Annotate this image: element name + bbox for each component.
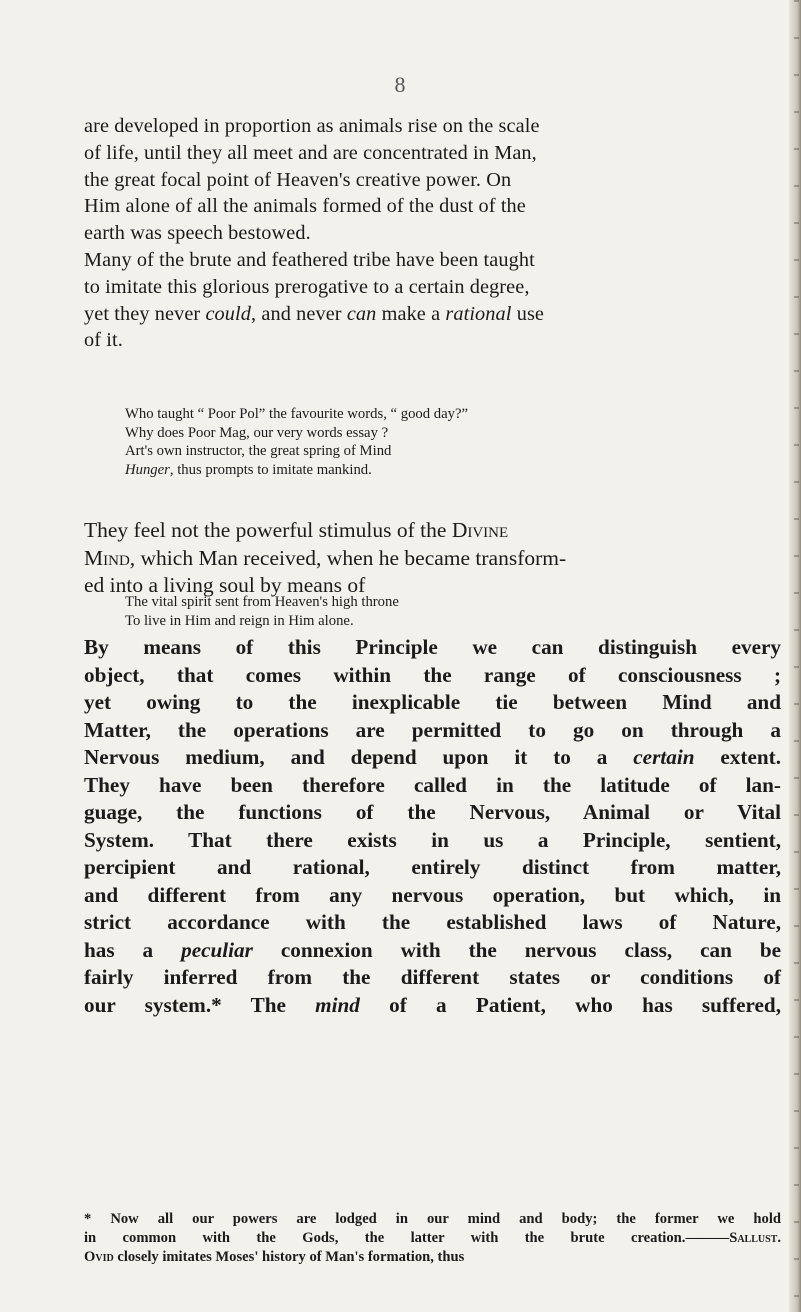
text-run: They feel not the powerful stimulus of the — [84, 518, 452, 542]
dash-rule: ——— — [685, 1230, 730, 1246]
text-run: make a — [376, 302, 446, 325]
text-line: By means of this Principle we can distinguish every — [84, 635, 781, 659]
text-line: ed into a living soul by means of — [84, 573, 366, 598]
text-run: of a Patient, who has suffered, — [359, 992, 781, 1017]
paragraph-2 — [84, 517, 781, 600]
text-run: in common with the Gods, the latter with the brute creation. — [84, 1230, 686, 1246]
text-run: has a — [84, 937, 182, 962]
small-caps-word: Divine — [451, 518, 509, 542]
footnote-line — [84, 1229, 781, 1248]
page-number: 8 — [394, 72, 407, 97]
text-line — [84, 545, 781, 573]
text-line: Him alone of all the animals formed of the dust of the — [84, 195, 526, 218]
text-run: use — [511, 302, 545, 325]
paragraph-1 — [84, 113, 781, 354]
text-run: Nervous medium, and depend upon it to a — [84, 745, 634, 769]
text-line: earth was speech bestowed. — [84, 222, 311, 245]
text-line: are developed in proportion as animals rise on the scale — [84, 115, 540, 137]
text-run: , which Man received, when he became transform- — [129, 545, 567, 570]
italic-word: mind — [315, 992, 360, 1017]
verse-line — [125, 461, 785, 480]
italic-word: can — [346, 302, 377, 325]
text-run: our system.* The — [84, 992, 316, 1017]
text-line: to imitate this glorious prerogative to a certain degree, — [84, 275, 530, 298]
text-run: yet they never — [84, 302, 206, 325]
text-line — [84, 744, 781, 772]
text-run: , and never — [251, 302, 347, 325]
small-caps-word: Ovid — [84, 1249, 114, 1265]
verse-line: To live in Him and reign in Him alone. — [125, 612, 354, 629]
text-run: extent. — [694, 745, 782, 769]
verse-line: Who taught “ Poor Pol” the favourite words, “ good day?” — [125, 406, 469, 422]
author-attribution: Sallust. — [729, 1230, 781, 1246]
footnote-line — [84, 1248, 781, 1267]
text-line: yet owing to the inexplicable tie between Mind and — [84, 690, 781, 714]
text-line — [84, 937, 781, 965]
text-line: and different from any nervous operation, but which, in — [84, 882, 781, 907]
verse-quotation-2 — [125, 593, 785, 630]
paragraph-3 — [84, 634, 781, 1019]
verse-quotation-1 — [125, 405, 785, 479]
text-line — [84, 992, 781, 1020]
italic-word: Hunger — [125, 461, 170, 478]
small-caps-word: Mind — [84, 545, 130, 570]
text-line — [84, 517, 781, 545]
italic-word: could — [205, 302, 252, 325]
verse-line: Art's own instructor, the great spring of Mind — [125, 443, 392, 460]
text-line: of life, until they all meet and are concentrated in Man, — [84, 141, 537, 164]
text-line: They have been therefore called in the latitude of lan- — [84, 772, 781, 797]
text-line — [84, 301, 781, 328]
text-run: connexion with the nervous class, can be — [252, 937, 782, 962]
footnote-line: * Now all our powers are lodged in our mind and body; the former we hold — [84, 1211, 781, 1227]
text-line: of it. — [84, 329, 123, 352]
italic-word: rational — [445, 302, 512, 325]
text-line: percipient and rational, entirely distinct from matter, — [84, 855, 781, 879]
text-line: strict accordance with the established laws of Nature, — [84, 910, 781, 934]
text-line: fairly inferred from the different states or conditions of — [84, 965, 781, 989]
text-line: Many of the brute and feathered tribe have been taught — [84, 248, 535, 271]
footnote — [84, 1210, 781, 1267]
text-line: guage, the functions of the Nervous, Animal or Vital — [84, 800, 781, 824]
italic-word: certain — [633, 745, 695, 769]
text-line: System. That there exists in us a Principle, sentient, — [84, 827, 781, 852]
text-line: object, that comes within the range of consciousness ; — [84, 662, 781, 687]
verse-line: Why does Poor Mag, our very words essay ? — [125, 424, 389, 441]
page-edge-texture — [794, 0, 799, 1312]
text-line: the great focal point of Heaven's creative power. On — [84, 168, 512, 191]
italic-word: peculiar — [181, 937, 253, 962]
text-line: Matter, the operations are permitted to go on through a — [84, 717, 781, 742]
text-run: closely imitates Moses' history of Man's formation, thus — [113, 1249, 465, 1265]
text-run: , thus prompts to imitate mankind. — [169, 461, 372, 478]
verse-line: The vital spirit sent from Heaven's high throne — [125, 594, 399, 610]
